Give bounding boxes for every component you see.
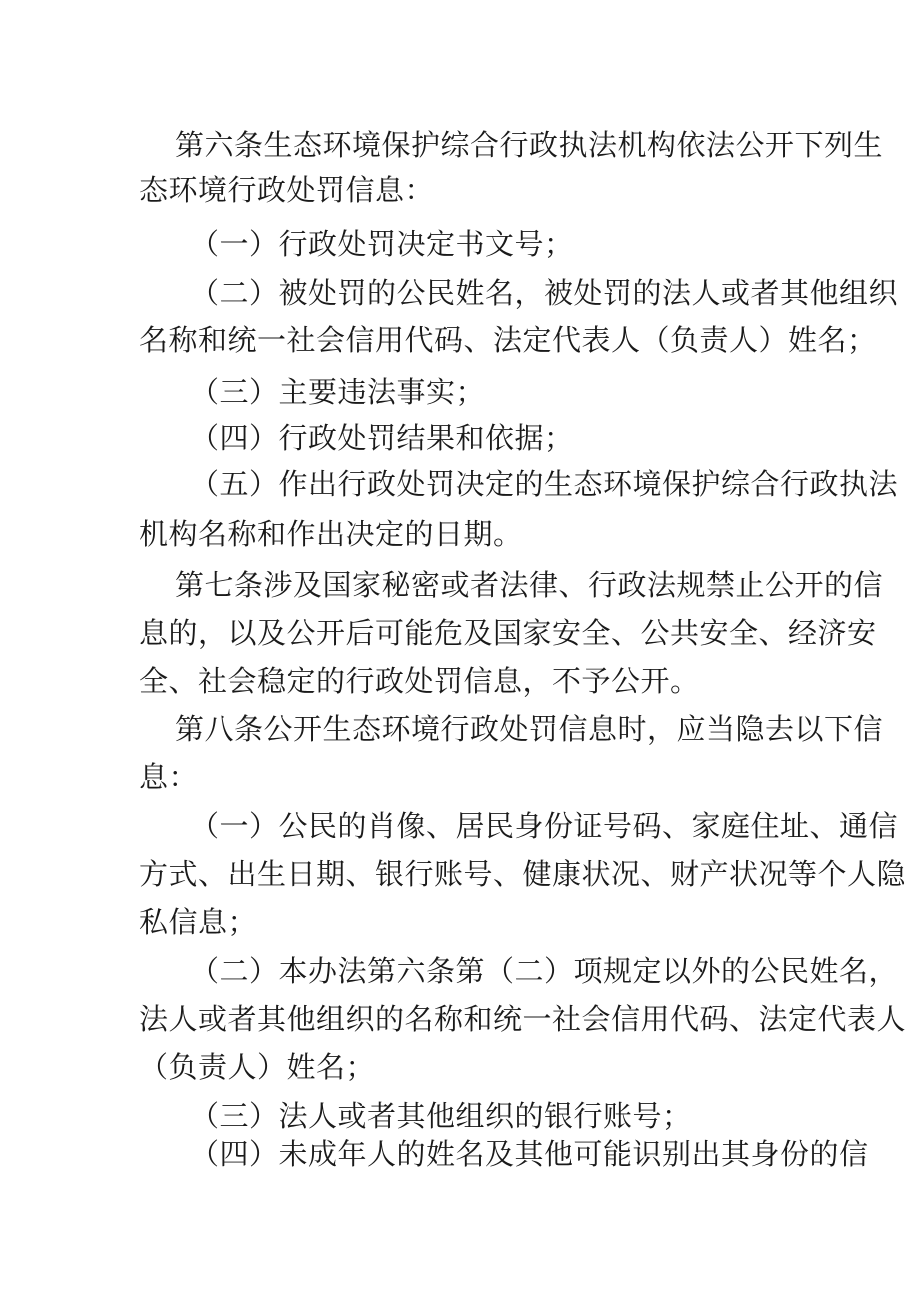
article-6-item-2-line-1: （二）被处罚的公民姓名，被处罚的法人或者其他组织 [190, 276, 899, 310]
article-8-item-4-line-1: （四）未成年人的姓名及其他可能识别出其身份的信 [190, 1137, 869, 1171]
article-7-line-1: 第七条涉及国家秘密或者法律、行政法规禁止公开的信 [175, 568, 884, 602]
article-6-item-2-line-2: 名称和统一社会信用代码、法定代表人（负责人）姓名； [139, 323, 877, 357]
article-6-item-5-line-2: 机构名称和作出决定的日期。 [139, 517, 523, 551]
article-6-item-4: （四）行政处罚结果和依据； [190, 421, 574, 455]
article-8-intro-line-2: 息： [139, 760, 199, 794]
article-6-item-1: （一）行政处罚决定书文号； [190, 227, 574, 261]
article-8-item-2-line-3: （负责人）姓名； [139, 1050, 376, 1084]
article-8-item-2-line-1: （二）本办法第六条第（二）项规定以外的公民姓名， [190, 954, 899, 988]
article-7-line-3: 全、社会稳定的行政处罚信息，不予公开。 [139, 664, 700, 698]
article-7-line-2: 息的，以及公开后可能危及国家安全、公共安全、经济安 [139, 616, 877, 650]
article-8-item-3: （三）法人或者其他组织的银行账号； [190, 1099, 692, 1133]
article-6-intro-line-1: 第六条生态环境保护综合行政执法机构依法公开下列生 [175, 128, 884, 162]
article-8-item-1-line-3: 私信息； [139, 905, 258, 939]
article-8-intro-line-1: 第八条公开生态环境行政处罚信息时，应当隐去以下信 [175, 712, 884, 746]
article-8-item-2-line-2: 法人或者其他组织的名称和统一社会信用代码、法定代表人 [139, 1002, 907, 1036]
article-6-item-5-line-1: （五）作出行政处罚决定的生态环境保护综合行政执法 [190, 467, 899, 501]
article-8-item-1-line-1: （一）公民的肖像、居民身份证号码、家庭住址、通信 [190, 809, 899, 843]
article-6-intro-line-2: 态环境行政处罚信息： [139, 173, 435, 207]
article-6-item-3: （三）主要违法事实； [190, 375, 486, 409]
article-8-item-1-line-2: 方式、出生日期、银行账号、健康状况、财产状况等个人隐 [139, 857, 907, 891]
